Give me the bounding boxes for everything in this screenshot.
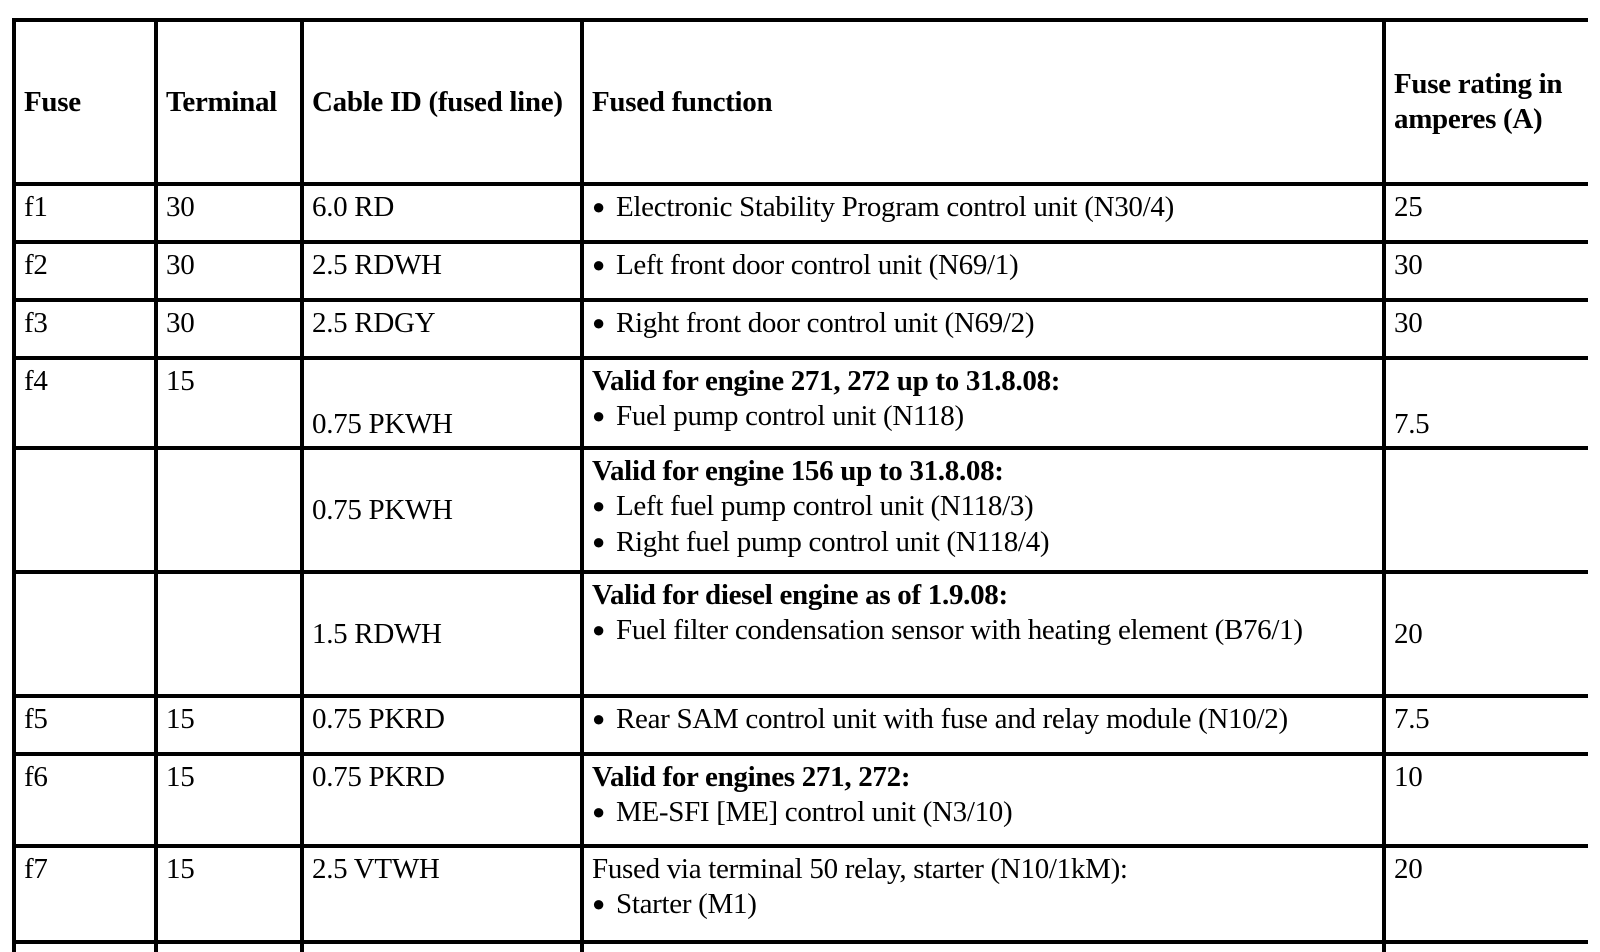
function-cell [584, 450, 1386, 574]
cable-id-cell: 0.75 PKRD [304, 698, 584, 756]
function-item: ● Electronic Stability Program control unit (N30/4) [592, 190, 1374, 226]
terminal-cell [158, 944, 304, 952]
function-cell [584, 302, 1386, 360]
rating-cell: 20 [1386, 574, 1588, 698]
fuse-cell [16, 574, 158, 698]
rating-cell: 30 [1386, 302, 1588, 360]
cable-id-cell: 6.0 RD [304, 186, 584, 244]
cable-id-cell: 0.75 PKWH [304, 360, 584, 450]
terminal-cell: 30 [158, 302, 304, 360]
function-cell [584, 574, 1386, 698]
terminal-cell: 15 [158, 360, 304, 450]
fuse-cell [16, 450, 158, 574]
function-item: ● Fuel pump control unit (N118) [592, 399, 1374, 435]
cable-id-cell: 2.5 RDGY [304, 302, 584, 360]
header-cable-id: Cable ID (fused line) [304, 22, 584, 186]
terminal-cell [158, 450, 304, 574]
function-cell [584, 698, 1386, 756]
header-terminal: Terminal [158, 22, 304, 186]
terminal-cell: 15 [158, 698, 304, 756]
rating-cell: 25 [1386, 186, 1588, 244]
function-item: ● Right front door control unit (N69/2) [592, 306, 1374, 342]
fuse-cell: f3 [16, 302, 158, 360]
terminal-cell: 15 [158, 756, 304, 848]
header-fused-function: Fused function [584, 22, 1386, 186]
terminal-cell [158, 574, 304, 698]
function-item: ● Rear SAM control unit with fuse and relay module (N10/2) [592, 702, 1374, 738]
function-item: ● Left fuel pump control unit (N118/3) [592, 489, 1374, 525]
function-item: ● Right fuel pump control unit (N118/4) [592, 525, 1374, 561]
fuse-cell: f6 [16, 756, 158, 848]
terminal-cell: 15 [158, 848, 304, 944]
function-cell [584, 756, 1386, 848]
validity-heading: Valid for engine 156 up to 31.8.08: [592, 455, 1004, 487]
fuse-cell: f2 [16, 244, 158, 302]
table-row [16, 698, 1588, 756]
table-row [16, 302, 1588, 360]
cable-id-cell: 0.75 PKWH [304, 450, 584, 574]
cable-id-cell: 2.5 RDWH [304, 244, 584, 302]
table-row [16, 186, 1588, 244]
function-note: Fused via terminal 50 relay, starter (N10/1kM): [592, 853, 1128, 885]
table-row [16, 450, 1588, 574]
function-item: ● Left front door control unit (N69/1) [592, 248, 1374, 284]
cable-id-cell: 1.5 RDWH [304, 574, 584, 698]
fuse-allocation-table [12, 18, 1588, 952]
cable-id-cell: 2.5 VTWH [304, 848, 584, 944]
table-row [16, 848, 1588, 944]
terminal-cell: 30 [158, 186, 304, 244]
rating-cell: 10 [1386, 756, 1588, 848]
table-header-row [16, 22, 1588, 186]
function-item: ● ME-SFI [ME] control unit (N3/10) [592, 795, 1374, 831]
cable-id-cell [304, 944, 584, 952]
rating-cell: 30 [1386, 244, 1588, 302]
table-row [16, 360, 1588, 450]
rating-cell [1386, 944, 1588, 952]
table-row-cut-off [16, 944, 1588, 952]
table-row [16, 756, 1588, 848]
fuse-table-page [12, 18, 1588, 952]
table-row [16, 574, 1588, 698]
header-fuse-rating: Fuse rating in amperes (A) [1386, 22, 1588, 186]
function-cell [584, 848, 1386, 944]
rating-cell: 20 [1386, 848, 1588, 944]
function-cell [584, 944, 1386, 952]
fuse-cell: f1 [16, 186, 158, 244]
function-cell [584, 186, 1386, 244]
function-item: ● Fuel filter condensation sensor with heating element (B76/1) [592, 613, 1374, 649]
fuse-cell: f7 [16, 848, 158, 944]
function-item: ● Starter (M1) [592, 887, 1374, 923]
fuse-cell: f4 [16, 360, 158, 450]
table-row [16, 244, 1588, 302]
header-fuse: Fuse [16, 22, 158, 186]
validity-heading: Valid for diesel engine as of 1.9.08: [592, 579, 1008, 611]
rating-cell [1386, 450, 1588, 574]
cable-id-cell: 0.75 PKRD [304, 756, 584, 848]
rating-cell: 7.5 [1386, 360, 1588, 450]
validity-heading: Valid for engine 271, 272 up to 31.8.08: [592, 365, 1061, 397]
rating-cell: 7.5 [1386, 698, 1588, 756]
terminal-cell: 30 [158, 244, 304, 302]
function-cell [584, 244, 1386, 302]
function-cell [584, 360, 1386, 450]
fuse-cell [16, 944, 158, 952]
validity-heading: Valid for engines 271, 272: [592, 761, 911, 793]
fuse-cell: f5 [16, 698, 158, 756]
